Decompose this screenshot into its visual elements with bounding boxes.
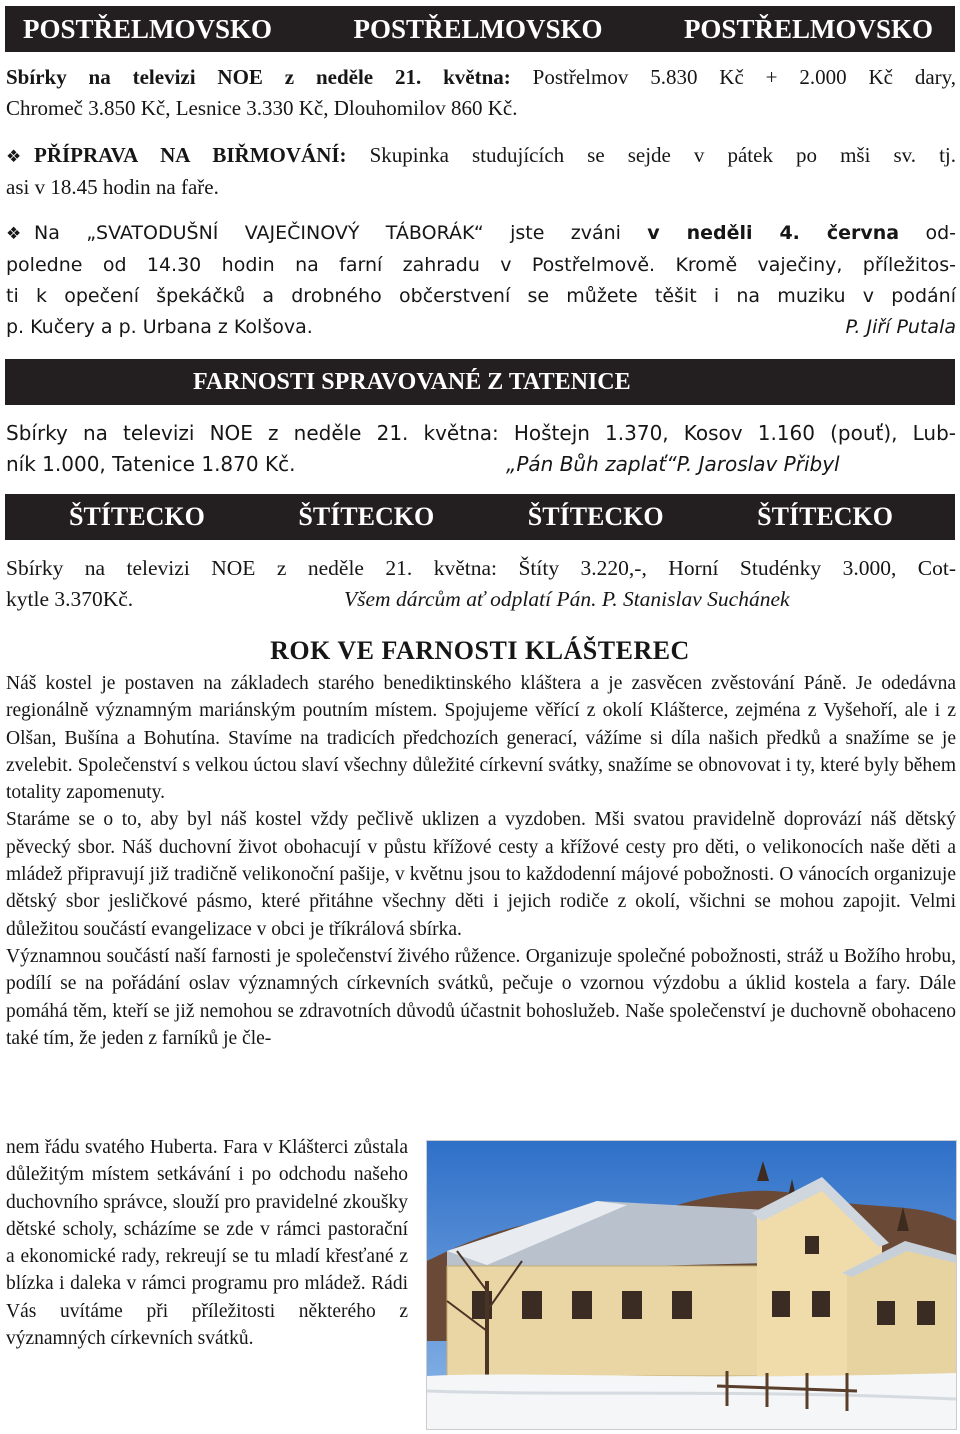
header-text: ŠTÍTECKO <box>757 502 893 531</box>
article-title: ROK VE FARNOSTI KLÁŠTEREC <box>270 636 690 665</box>
collections-text: Sbírky na televizi NOE z neděle 21. května: Hoštejn 1.370, Kosov 1.160 (pouť), Lub- <box>6 421 956 445</box>
tabor-text: ti k opečení špekáčků a drobného občerstvení se můžete těšit i na muziku v podání <box>6 285 956 307</box>
tabor-text: Na „SVATODUŠNÍ VAJEČINOVÝ TÁBORÁK“ jste zváni <box>34 222 621 244</box>
collections-text: Chromeč 3.850 Kč, Lesnice 3.330 Kč, Dlouhomilov 860 Kč. <box>6 96 518 120</box>
signature: P. Jaroslav Přibyl <box>676 452 840 476</box>
thanks <box>344 584 790 615</box>
header-text: POSTŘELMOVSKO <box>683 13 933 44</box>
collections-text: Postřelmov 5.830 Kč + 2.000 Kč dary, <box>532 65 957 89</box>
collections-text: kytle 3.370Kč. <box>6 587 134 611</box>
article-body <box>6 670 956 1052</box>
diamond-bullet-icon: ❖ <box>6 147 22 166</box>
tabor-text: od- <box>925 222 956 244</box>
tatenice-collections <box>6 418 956 480</box>
header-text: POSTŘELMOVSKO <box>353 13 603 44</box>
diamond-bullet-icon: ❖ <box>6 224 22 244</box>
thanks-text: Všem dárcům ať odplatí Pán. <box>344 587 597 611</box>
section-header-stitecko <box>5 494 955 540</box>
thanks <box>506 449 840 480</box>
postrelmovsko-collections <box>6 62 956 124</box>
signature: P. Stanislav Suchánek <box>601 587 790 611</box>
header-text: ŠTÍTECKO <box>298 502 435 531</box>
article-paragraph: Významnou součástí naší farnosti je společenství živého růžence. Organizuje společné pobožnosti, stráž u Božího hrobu, podílí se na pořádání oslav významných církevních svátků, pečuje o vzornou výzdobu a úklid kostela a fary. Dále pomáhá těm, kteří se již nemohou se zdravotních důvodů účastnit bohoslužeb. Naše společenství je duchovně obohaceno také tím, že jeden z farníků je čle- <box>6 945 956 1049</box>
article-paragraph: nem řádu svatého Huberta. Fara v Klášterci zůstala důležitým místem setkávání i po odchodu našeho duchovního správce, slouží pro pravidelné zkoušky dětské scholy, scházíme se zde v rámci pastorační a ekonomické rady, rekreují se tu mladí křesťané z blízka i daleka v rámci programu pro mládež. Rádi Vás uvítáme při příležitosti některého z významných církevních svátků. <box>6 1137 408 1350</box>
prep-label: PŘÍPRAVA NA BIŘMOVÁNÍ: <box>34 143 347 167</box>
collections-text: Sbírky na televizi NOE z neděle 21. května: Štíty 3.220,-, Horní Studénky 3.000, Cot- <box>6 556 956 580</box>
signature: P. Jiří Putala <box>845 316 956 338</box>
parish-house-photo <box>426 1140 957 1430</box>
collections-text: ník 1.000, Tatenice 1.870 Kč. <box>6 452 296 476</box>
priprava-birmovani <box>6 140 956 203</box>
prep-text: Skupinka studujících se sejde v pátek po mši sv. tj. <box>369 143 956 167</box>
tabor-date: v neděli 4. června <box>647 222 900 244</box>
article-paragraph: Staráme se o to, aby byl náš kostel vždy pečlivě uklizen a vyzdoben. Mši svatou pravidelně doprovází náš dětský pěvecký sbor. Náš duchovní život obohacují v půstu křížové cesty a křížové cesty pro děti, o velikonocích naše děti a mládež připravují již tradičně velikonoční pašije, v květnu jsou to každodenní májové pobožnosti. O vánocích organizuje dětský sbor jesličkové pásmo, které přitáhne všechny děti i jejich rodiče z okolí, všichni se mohou zapojit. Velmi důležitou součástí evangelizace v obci je tříkrálová sbírka. <box>6 809 956 940</box>
tabor-text: poledne od 14.30 hodin na farní zahradu v Postřelmově. Kromě vaječiny, příležitos- <box>6 254 956 276</box>
header-text: FARNOSTI SPRAVOVANÉ Z TATENICE <box>193 368 631 395</box>
header-text: ŠTÍTECKO <box>527 502 664 531</box>
prep-text: asi v 18.45 hodin na faře. <box>6 175 219 199</box>
tabor-text: p. Kučery a p. Urbana z Kolšova. <box>6 316 313 338</box>
header-text: POSTŘELMOVSKO <box>23 13 273 44</box>
section-header-tatenice <box>5 359 955 405</box>
section-header-postrelmovsko <box>5 6 955 52</box>
taborak-notice <box>6 218 956 343</box>
header-text: ŠTÍTECKO <box>69 502 205 531</box>
stitecko-collections <box>6 553 956 615</box>
thanks-text: „Pán Bůh zaplať“ <box>506 452 677 476</box>
article-paragraph: Náš kostel je postaven na základech starého benediktinského kláštera a je zasvěcen zvěstování Páně. Je odedávna regionálně významným mariánským poutním místem. Spojujeme věřící z okolí Klášterce, zejména z Vyšehoří, ale i z Olšan, Bušína a Bohutína. Stavíme na tradicích předchozích generací, vážíme si díla našich předků a snažíme se je zvelebit. Společenství s velkou úctou slaví všechny důležité církevní svátky, snažíme se obnovovat i ty, které byly během totality zapomenuty. <box>6 673 956 804</box>
collections-label: Sbírky na televizi NOE z neděle 21. května: <box>6 65 511 89</box>
